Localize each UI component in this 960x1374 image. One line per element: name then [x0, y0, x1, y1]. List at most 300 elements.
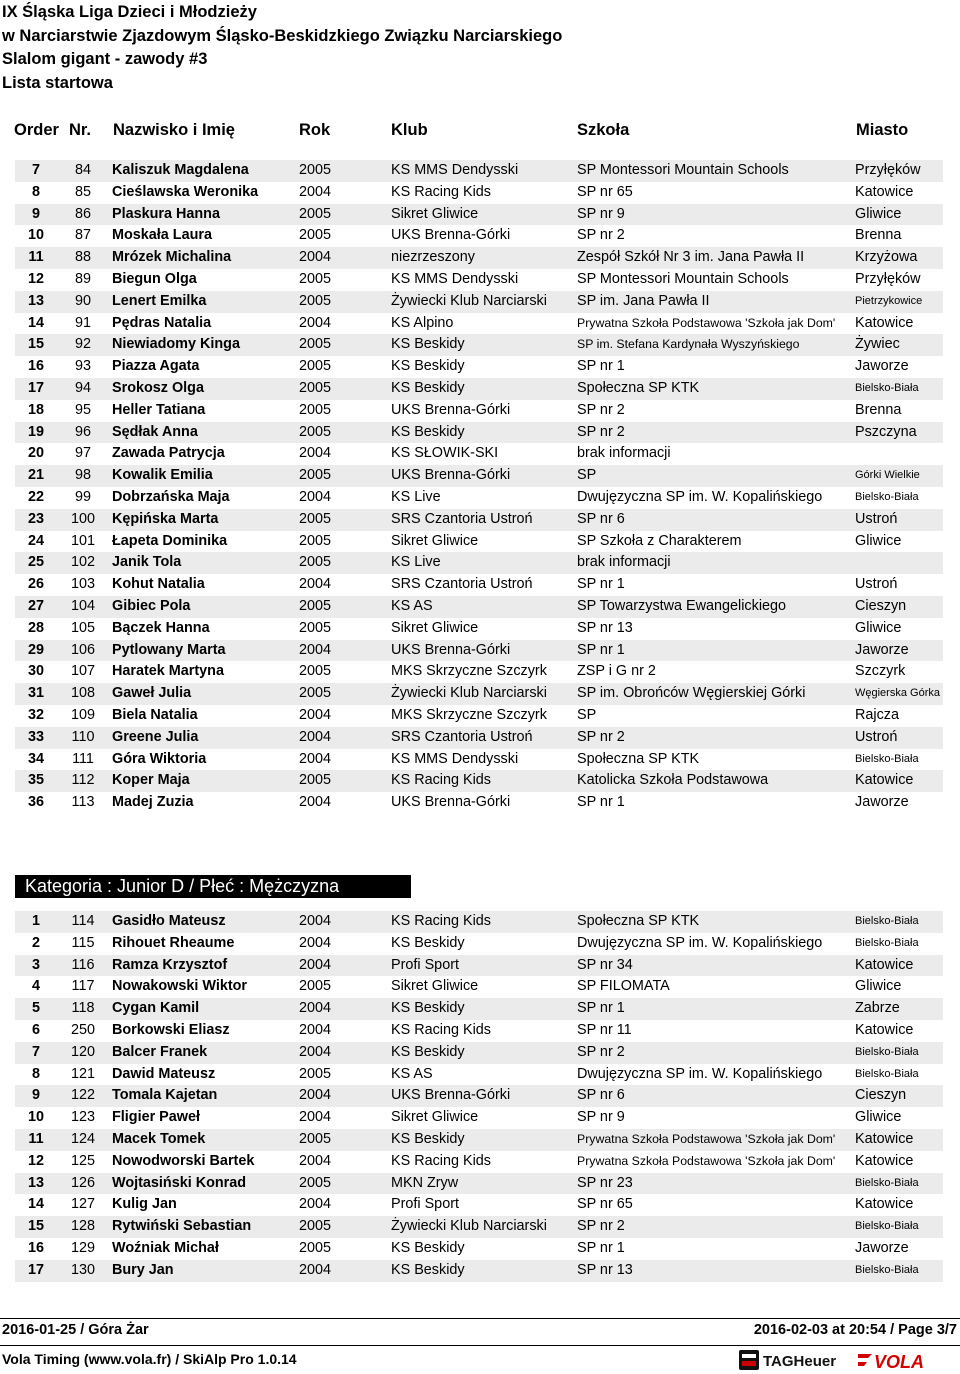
- start-order-cell: 15: [27, 1218, 44, 1235]
- competitor-name-cell: Balcer Franek: [112, 1043, 208, 1060]
- city-cell: Bielsko-Biała: [855, 1263, 919, 1276]
- birth-year-cell: 2005: [299, 379, 332, 396]
- club-cell: UKS Brenna-Górki: [391, 467, 511, 484]
- birth-year-cell: 2005: [299, 510, 332, 527]
- table-row: [15, 465, 943, 487]
- school-cell: Prywatna Szkoła Podstawowa 'Szkoła jak Dom': [577, 1131, 836, 1146]
- table-row: [15, 552, 943, 574]
- table-row: [15, 225, 943, 247]
- bib-number-cell: 114: [71, 913, 95, 929]
- start-order-cell: 14: [27, 314, 44, 331]
- birth-year-cell: 2004: [299, 1087, 332, 1104]
- birth-year-cell: 2004: [299, 445, 332, 462]
- table-row: [15, 998, 943, 1020]
- start-order-cell: 3: [31, 956, 40, 973]
- school-cell: SP nr 6: [577, 1087, 625, 1104]
- city-cell: Bielsko-Biała: [855, 752, 919, 765]
- city-cell: Pietrzykowice: [855, 294, 923, 307]
- table-row: [15, 1129, 943, 1151]
- competitor-name-cell: Cygan Kamil: [112, 1000, 200, 1017]
- competitor-name-cell: Janik Tola: [112, 554, 182, 571]
- competitor-name-cell: Bury Jan: [112, 1261, 174, 1278]
- birth-year-cell: 2004: [299, 706, 332, 723]
- birth-year-cell: 2005: [299, 1174, 332, 1191]
- bib-number-cell: 124: [70, 1130, 95, 1147]
- start-order-cell: 20: [27, 445, 44, 462]
- start-order-cell: 28: [27, 619, 44, 636]
- city-cell: Przyłęków: [855, 162, 921, 178]
- school-cell: SP nr 2: [577, 1043, 625, 1060]
- column-header-order: Order: [14, 121, 59, 139]
- competitor-name-cell: Ramza Krzysztof: [112, 956, 228, 973]
- bib-number-cell: 116: [71, 956, 95, 973]
- bib-number-cell: 88: [74, 249, 91, 266]
- club-cell: Profi Sport: [391, 956, 459, 973]
- table-row: [15, 1151, 943, 1173]
- competitor-name-cell: Koper Maja: [112, 772, 190, 789]
- birth-year-cell: 2005: [299, 205, 332, 222]
- school-cell: Społeczna SP KTK: [577, 379, 700, 396]
- city-cell: Gliwice: [855, 532, 902, 549]
- start-order-cell: 11: [28, 249, 44, 266]
- school-cell: Zespół Szkół Nr 3 im. Jana Pawła II: [577, 249, 805, 266]
- bib-number-cell: 110: [71, 728, 95, 745]
- bib-number-cell: 126: [70, 1174, 95, 1191]
- category-label: Kategoria : Junior D / Płeć : Mężczyzna: [25, 876, 340, 896]
- start-order-cell: 12: [27, 270, 44, 287]
- birth-year-cell: 2004: [299, 183, 332, 200]
- school-cell: SP Montessori Mountain Schools: [577, 162, 789, 178]
- club-cell: UKS Brenna-Górki: [391, 227, 511, 244]
- school-cell: Dwujęzyczna SP im. W. Kopalińskiego: [577, 488, 823, 505]
- city-cell: Jaworze: [855, 1239, 909, 1256]
- start-order-cell: 18: [27, 401, 44, 418]
- club-cell: KS Beskidy: [391, 1130, 465, 1147]
- bib-number-cell: 93: [74, 358, 91, 375]
- table-row: [15, 356, 943, 378]
- school-cell: SP Szkoła z Charakterem: [577, 532, 742, 549]
- school-cell: SP nr 34: [577, 956, 633, 973]
- bib-number-cell: 100: [70, 510, 95, 527]
- city-cell: Żywiec: [855, 336, 900, 353]
- school-cell: Dwujęzyczna SP im. W. Kopalińskiego: [577, 1065, 823, 1082]
- table-row: [15, 1216, 943, 1238]
- category-header: [15, 875, 411, 898]
- start-order-cell: 10: [27, 227, 44, 244]
- start-order-cell: 19: [27, 423, 44, 440]
- start-order-cell: 16: [27, 1239, 44, 1256]
- city-cell: Katowice: [855, 314, 914, 331]
- list-title: Lista startowa: [2, 73, 113, 92]
- birth-year-cell: 2004: [299, 794, 332, 811]
- competitor-name-cell: Plaskura Hanna: [112, 205, 220, 222]
- competitor-name-cell: Gaweł Julia: [112, 685, 192, 702]
- club-cell: KS MMS Dendysski: [391, 162, 519, 178]
- start-order-cell: 8: [31, 1065, 40, 1082]
- birth-year-cell: 2004: [299, 1043, 332, 1060]
- school-cell: SP nr 6: [577, 510, 625, 527]
- school-cell: SP nr 1: [577, 641, 625, 658]
- birth-year-cell: 2005: [299, 619, 332, 636]
- start-order-cell: 21: [27, 467, 44, 484]
- competitor-name-cell: Mrózek Michalina: [112, 249, 232, 266]
- club-cell: KS SŁOWIK-SKI: [391, 445, 499, 462]
- event-title: Slalom gigant - zawody #3: [2, 50, 208, 68]
- bib-number-cell: 101: [70, 532, 95, 549]
- club-cell: KS Beskidy: [391, 1043, 465, 1060]
- bib-number-cell: 87: [74, 227, 91, 244]
- club-cell: KS Racing Kids: [391, 1152, 491, 1169]
- city-cell: Brenna: [855, 227, 902, 244]
- club-cell: KS Live: [391, 554, 441, 571]
- bib-number-cell: 106: [70, 641, 95, 658]
- club-cell: KS Racing Kids: [391, 913, 491, 929]
- club-cell: KS Racing Kids: [391, 772, 491, 789]
- club-cell: KS Racing Kids: [391, 183, 491, 200]
- competitor-name-cell: Gasidło Mateusz: [112, 913, 226, 929]
- city-cell: Węgierska Górka: [855, 687, 940, 700]
- bib-number-cell: 127: [70, 1196, 95, 1213]
- table-row: [15, 618, 943, 640]
- bib-number-cell: 92: [74, 336, 91, 353]
- school-cell: SP nr 1: [577, 1239, 625, 1256]
- bib-number-cell: 117: [71, 978, 95, 995]
- table-row: [15, 1260, 943, 1282]
- club-cell: KS Alpino: [391, 314, 454, 331]
- bib-number-cell: 97: [74, 445, 91, 462]
- school-cell: SP nr 2: [577, 227, 625, 244]
- competitor-name-cell: Kaliszuk Magdalena: [112, 162, 249, 178]
- city-cell: Krzyżowa: [855, 249, 918, 266]
- city-cell: Bielsko-Biała: [855, 1220, 919, 1233]
- city-cell: Bielsko-Biała: [855, 490, 919, 503]
- club-cell: KS Beskidy: [391, 358, 465, 375]
- competitor-name-cell: Niewiadomy Kinga: [112, 336, 240, 353]
- city-cell: Zabrze: [855, 1000, 900, 1017]
- city-cell: Bielsko-Biała: [855, 936, 919, 949]
- bib-number-cell: 103: [70, 576, 95, 593]
- start-order-cell: 15: [27, 336, 44, 353]
- birth-year-cell: 2004: [299, 1196, 332, 1213]
- table-row: [15, 1173, 943, 1195]
- city-cell: Gliwice: [855, 1109, 902, 1126]
- table-row: [15, 792, 943, 814]
- city-cell: Katowice: [855, 1196, 914, 1213]
- school-cell: SP nr 23: [577, 1174, 633, 1191]
- competitor-name-cell: Macek Tomek: [112, 1130, 206, 1147]
- bib-number-cell: 89: [74, 270, 91, 287]
- start-order-cell: 4: [31, 978, 40, 995]
- bib-number-cell: 109: [70, 706, 95, 723]
- start-order-cell: 6: [31, 1021, 40, 1038]
- bib-number-cell: 91: [74, 314, 91, 331]
- competitor-name-cell: Lenert Emilka: [112, 292, 207, 309]
- bib-number-cell: 96: [74, 423, 91, 440]
- start-order-cell: 36: [27, 794, 44, 811]
- start-order-cell: 13: [27, 1174, 44, 1191]
- competitor-name-cell: Pędras Natalia: [112, 314, 212, 331]
- competitor-name-cell: Gibiec Pola: [112, 597, 191, 614]
- table-row: [15, 596, 943, 618]
- table-row: [15, 976, 943, 998]
- birth-year-cell: 2004: [299, 1152, 332, 1169]
- club-cell: KS MMS Dendysski: [391, 750, 519, 767]
- birth-year-cell: 2004: [299, 488, 332, 505]
- table-row: [15, 727, 943, 749]
- table-row: [15, 531, 943, 553]
- start-list-table-2: [15, 911, 943, 1282]
- school-cell: SP nr 1: [577, 576, 625, 593]
- club-cell: Żywiecki Klub Narciarski: [391, 685, 547, 702]
- club-cell: KS Racing Kids: [391, 1021, 491, 1038]
- birth-year-cell: 2004: [299, 728, 332, 745]
- bib-number-cell: 120: [70, 1043, 95, 1060]
- city-cell: Katowice: [855, 183, 914, 200]
- bib-number-cell: 95: [74, 401, 91, 418]
- column-header-year: Rok: [299, 121, 331, 139]
- competitor-name-cell: Fligier Paweł: [112, 1109, 200, 1126]
- city-cell: Szczyrk: [855, 663, 906, 680]
- table-row: [15, 313, 943, 335]
- bib-number-cell: 99: [74, 488, 91, 505]
- start-order-cell: 11: [28, 1130, 44, 1147]
- city-cell: Rajcza: [855, 706, 899, 723]
- school-cell: SP nr 1: [577, 1000, 625, 1017]
- competitor-name-cell: Piazza Agata: [112, 358, 200, 375]
- competitor-name-cell: Haratek Martyna: [112, 663, 224, 680]
- vola-wordmark: VOLA: [874, 1352, 925, 1372]
- club-cell: SRS Czantoria Ustroń: [391, 576, 533, 593]
- school-cell: ZSP i G nr 2: [577, 663, 656, 680]
- club-cell: niezrzeszony: [391, 249, 475, 266]
- bib-number-cell: 85: [74, 183, 91, 200]
- competitor-name-cell: Pytlowany Marta: [112, 641, 226, 658]
- bib-number-cell: 105: [70, 619, 95, 636]
- school-cell: SP nr 2: [577, 401, 625, 418]
- city-cell: Bielsko-Biała: [855, 1045, 919, 1058]
- birth-year-cell: 2005: [299, 1239, 332, 1256]
- footer-divider-bottom: [0, 1345, 960, 1346]
- city-cell: Jaworze: [855, 358, 909, 375]
- club-cell: UKS Brenna-Górki: [391, 401, 511, 418]
- table-row: [15, 770, 943, 792]
- birth-year-cell: 2005: [299, 227, 332, 244]
- club-cell: KS Beskidy: [391, 336, 465, 353]
- competitor-name-cell: Góra Wiktoria: [112, 750, 207, 767]
- bib-number-cell: 113: [71, 794, 95, 811]
- school-cell: SP Montessori Mountain Schools: [577, 270, 789, 287]
- school-cell: SP im. Obrońców Węgierskiej Górki: [577, 685, 806, 702]
- table-row: [15, 400, 943, 422]
- birth-year-cell: 2004: [299, 576, 332, 593]
- competitor-name-cell: Dobrzańska Maja: [112, 488, 230, 505]
- tagheuer-wordmark: TAGHeuer: [763, 1353, 837, 1370]
- birth-year-cell: 2004: [299, 249, 332, 266]
- city-cell: Jaworze: [855, 794, 909, 811]
- city-cell: Bielsko-Biała: [855, 1176, 919, 1189]
- school-cell: Prywatna Szkoła Podstawowa 'Szkoła jak Dom': [577, 1153, 836, 1168]
- club-cell: Żywiecki Klub Narciarski: [391, 292, 547, 309]
- birth-year-cell: 2005: [299, 1218, 332, 1235]
- start-order-cell: 2: [31, 934, 40, 951]
- birth-year-cell: 2004: [299, 913, 332, 929]
- footer-divider-top: [0, 1318, 960, 1319]
- birth-year-cell: 2004: [299, 1109, 332, 1126]
- start-order-cell: 5: [31, 1000, 40, 1017]
- competitor-name-cell: Bączek Hanna: [112, 619, 210, 636]
- start-order-cell: 7: [31, 1043, 40, 1060]
- table-row: [15, 640, 943, 662]
- competitor-name-cell: Kohut Natalia: [112, 576, 205, 593]
- school-cell: SP nr 11: [577, 1021, 632, 1038]
- bib-number-cell: 84: [74, 162, 91, 178]
- table-row: [15, 378, 943, 400]
- city-cell: Ustroń: [855, 728, 898, 745]
- school-cell: SP nr 65: [577, 1196, 633, 1213]
- competitor-name-cell: Madej Zuzia: [112, 794, 194, 811]
- city-cell: Brenna: [855, 401, 902, 418]
- start-order-cell: 34: [27, 750, 44, 767]
- school-cell: SP nr 2: [577, 728, 625, 745]
- city-cell: Gliwice: [855, 619, 902, 636]
- start-order-cell: 12: [27, 1152, 44, 1169]
- table-row: [15, 422, 943, 444]
- birth-year-cell: 2005: [299, 685, 332, 702]
- birth-year-cell: 2005: [299, 772, 332, 789]
- birth-year-cell: 2004: [299, 1000, 332, 1017]
- competitor-name-cell: Kulig Jan: [112, 1196, 177, 1213]
- city-cell: Bielsko-Biała: [855, 915, 919, 927]
- bib-number-cell: 129: [70, 1239, 95, 1256]
- school-cell: SP: [577, 706, 597, 723]
- start-order-cell: 29: [27, 641, 44, 658]
- competitor-name-cell: Srokosz Olga: [112, 379, 204, 396]
- table-row: [15, 247, 943, 269]
- city-cell: Ustroń: [855, 510, 898, 527]
- table-row: [15, 509, 943, 531]
- table-row: [15, 160, 943, 182]
- bib-number-cell: 108: [70, 685, 95, 702]
- start-order-cell: 9: [31, 1087, 40, 1104]
- city-cell: Cieszyn: [855, 1087, 907, 1104]
- competitor-name-cell: Tomala Kajetan: [112, 1087, 218, 1104]
- club-cell: SRS Czantoria Ustroń: [391, 510, 533, 527]
- column-header-city: Miasto: [856, 121, 909, 139]
- start-order-cell: 23: [27, 510, 44, 527]
- start-order-cell: 35: [27, 772, 44, 789]
- club-cell: UKS Brenna-Górki: [391, 641, 511, 658]
- competitor-name-cell: Nowodworski Bartek: [112, 1152, 255, 1169]
- school-cell: Dwujęzyczna SP im. W. Kopalińskiego: [577, 934, 823, 951]
- club-cell: KS Beskidy: [391, 379, 465, 396]
- start-order-cell: 25: [27, 554, 44, 571]
- table-row: [15, 1194, 943, 1216]
- league-title: IX Śląska Liga Dzieci i Młodzieży: [2, 3, 257, 21]
- birth-year-cell: 2005: [299, 292, 332, 309]
- school-cell: Społeczna SP KTK: [577, 913, 700, 929]
- vola-logo: [858, 1350, 958, 1372]
- school-cell: SP Towarzystwa Ewangelickiego: [577, 597, 787, 614]
- birth-year-cell: 2005: [299, 162, 332, 178]
- competitor-name-cell: Rihouet Rheaume: [112, 934, 235, 951]
- competitor-name-cell: Borkowski Eliasz: [112, 1021, 230, 1038]
- table-row: [15, 1064, 943, 1086]
- footer-software: Vola Timing (www.vola.fr) / SkiAlp Pro 1.0.14: [2, 1351, 297, 1367]
- school-cell: Społeczna SP KTK: [577, 750, 700, 767]
- city-cell: Gliwice: [855, 978, 902, 995]
- start-order-cell: 30: [27, 663, 44, 680]
- school-cell: SP nr 2: [577, 1218, 625, 1235]
- start-order-cell: 16: [27, 358, 44, 375]
- club-cell: MKS Skrzyczne Szczyrk: [391, 663, 547, 680]
- start-order-cell: 17: [27, 379, 44, 396]
- table-row: [15, 182, 943, 204]
- school-cell: SP nr 1: [577, 794, 625, 811]
- footer-date-place: 2016-01-25 / Góra Żar: [2, 1322, 149, 1338]
- city-cell: Katowice: [855, 956, 914, 973]
- competitor-name-cell: Moskała Laura: [112, 227, 212, 244]
- city-cell: Górki Wielkie: [855, 469, 920, 482]
- table-row: [15, 291, 943, 313]
- club-cell: MKN Zryw: [391, 1174, 459, 1191]
- table-row: [15, 705, 943, 727]
- bib-number-cell: 98: [74, 467, 91, 484]
- birth-year-cell: 2005: [299, 336, 332, 353]
- city-cell: Katowice: [855, 1152, 914, 1169]
- start-order-cell: 33: [27, 728, 44, 745]
- start-order-cell: 22: [27, 488, 44, 505]
- start-list-table-1: [15, 160, 943, 814]
- city-cell: Katowice: [855, 1130, 914, 1147]
- birth-year-cell: 2005: [299, 597, 332, 614]
- start-order-cell: 9: [31, 205, 40, 222]
- table-row: [15, 1020, 943, 1042]
- school-cell: SP im. Stefana Kardynała Wyszyńskiego: [577, 337, 800, 352]
- table-row: [15, 683, 943, 705]
- club-cell: UKS Brenna-Górki: [391, 794, 511, 811]
- bib-number-cell: 123: [70, 1109, 95, 1126]
- school-cell: brak informacji: [577, 554, 671, 571]
- start-order-cell: 24: [27, 532, 44, 549]
- birth-year-cell: 2005: [299, 401, 332, 418]
- club-cell: SRS Czantoria Ustroń: [391, 728, 533, 745]
- competitor-name-cell: Nowakowski Wiktor: [112, 978, 248, 995]
- table-row: [15, 661, 943, 683]
- bib-number-cell: 107: [70, 663, 95, 680]
- club-cell: KS Beskidy: [391, 934, 465, 951]
- club-cell: Żywiecki Klub Narciarski: [391, 1218, 547, 1235]
- column-header-club: Klub: [391, 121, 428, 139]
- bib-number-cell: 115: [71, 934, 95, 951]
- table-row: [15, 933, 943, 955]
- competitor-name-cell: Dawid Mateusz: [112, 1065, 216, 1082]
- bib-number-cell: 111: [72, 750, 94, 767]
- birth-year-cell: 2004: [299, 750, 332, 767]
- bib-number-cell: 90: [74, 292, 91, 309]
- club-cell: KS Beskidy: [391, 1239, 465, 1256]
- bib-number-cell: 112: [71, 772, 95, 789]
- competitor-name-cell: Biela Natalia: [112, 706, 198, 723]
- start-order-cell: 8: [31, 183, 40, 200]
- school-cell: SP nr 2: [577, 423, 625, 440]
- competitor-name-cell: Wojtasiński Konrad: [112, 1174, 247, 1191]
- tagheuer-shield: [739, 1350, 759, 1370]
- start-order-cell: 10: [27, 1109, 44, 1126]
- club-cell: KS Beskidy: [391, 1000, 465, 1017]
- club-cell: MKS Skrzyczne Szczyrk: [391, 706, 547, 723]
- competitor-name-cell: Kępińska Marta: [112, 510, 219, 527]
- school-cell: brak informacji: [577, 445, 671, 462]
